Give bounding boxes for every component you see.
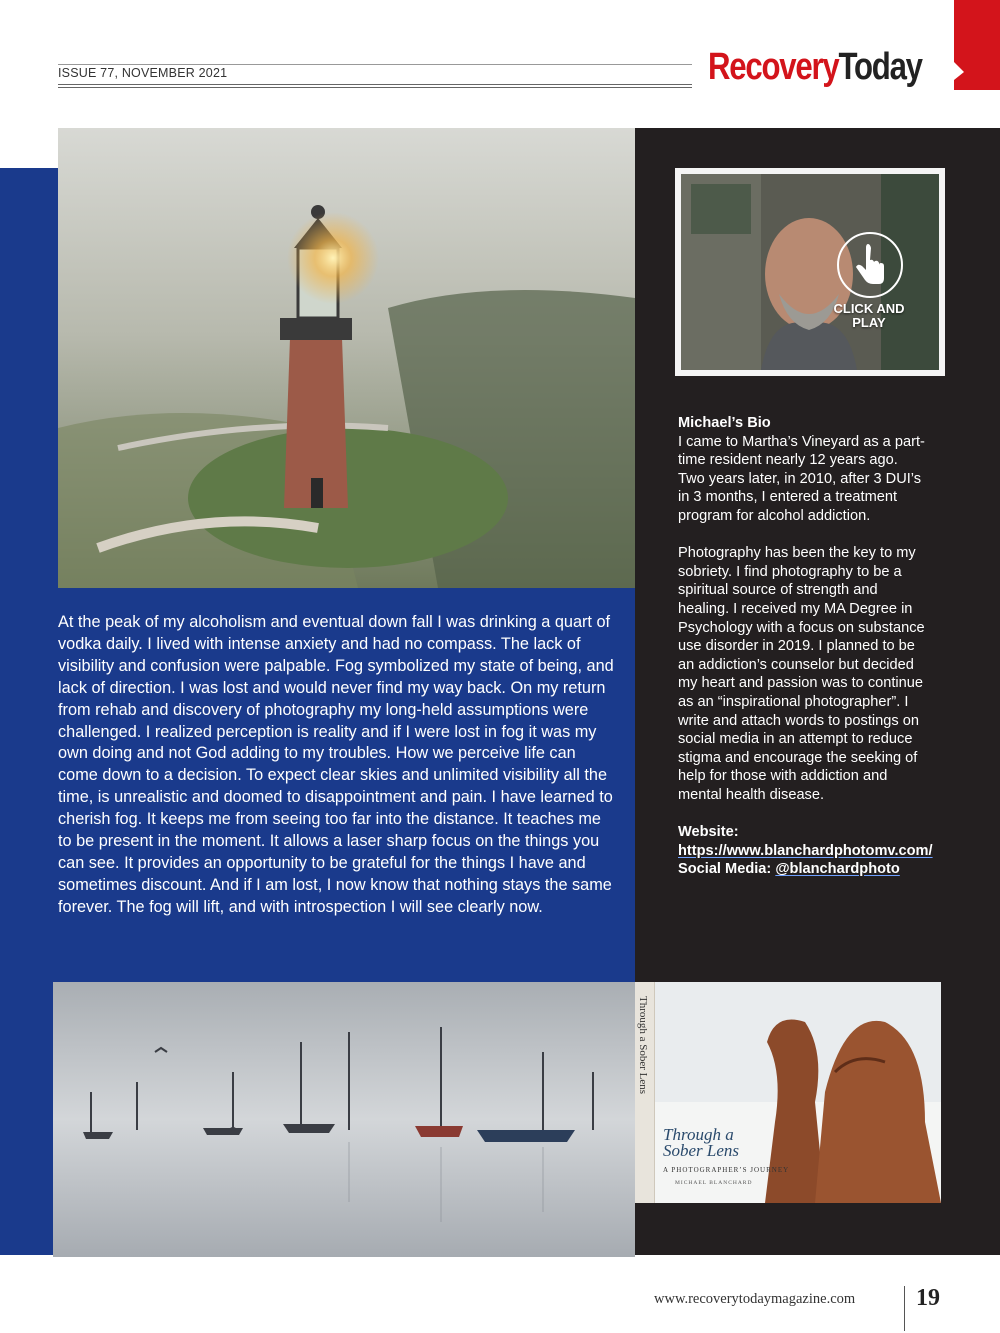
website-label: Website: [678,824,739,841]
header-rule-bottom [58,84,692,85]
book-spine-title: Through a Sober Lens [637,996,649,1095]
website-link[interactable]: https://www.blanchardphotomv.com/ [678,842,933,859]
header-rule-bottom-double [58,87,692,88]
book-subtitle: A PHOTOGRAPHER’S JOURNEY [663,1166,790,1174]
video-thumbnail[interactable] [681,174,939,370]
bio-paragraph-2: Photography has been the key to my sobriety. I find photography to be a spiritual source of strength and healing. I received my MA Degree in Psychology with a focus on substance use disorder in 2019. I planned to be an addiction’s counselor but decided my heart and passion was to continue as an “inspirational photographer”. I write and attach words to postings on social media in an attempt to reduce stigma and encourage the seeking of help for those with addiction and mental health disease. [678,545,925,803]
click-and-play-label[interactable]: CLICK AND PLAY [833,301,905,330]
foggy-harbor-photo [53,982,635,1257]
header-rule-top [58,64,692,65]
book-title-line-2: Sober Lens [663,1141,740,1160]
book-author: MICHAEL BLANCHARD [675,1180,753,1186]
social-label: Social Media: [678,861,776,878]
author-bio [678,414,933,879]
issue-date: ISSUE 77, NOVEMBER 2021 [58,66,228,80]
book-title-line-1: Through a [663,1125,734,1144]
book-cover [635,982,941,1203]
bio-title: Michael’s Bio [678,415,771,431]
article-body: At the peak of my alcoholism and eventual down fall I was drinking a quart of vodka daily. I lived with intense anxiety and had no compass. The lack of visibility and confusion were palpable. Fog symbolized my state of being, and lack of direction. I was lost and would never find my way back. On my return from rehab and discovery of photography my long-held assumptions were challenged. I realized perception is reality and if I were lost in fog it was my own doing and not God adding to my troubles. How we perceive life can come down to a decision. To expect clear skies and unlimited visibility all the time, is unrealistic and doomed to disappointment and pain. I have learned to cherish fog. It keeps me from seeing too far into the distance. It teaches me to be present in the moment. It allows a laser sharp focus on the things you can see. It provides an opportunity to be grateful for the things I have and sometimes discount. And if I am lost, I now know that nothing stays the same forever. The fog will lift, and with introspection I will see clearly now. [58,613,614,916]
page-number: 19 [916,1285,940,1311]
lighthouse-photo [58,128,635,588]
video-player[interactable] [675,168,945,376]
footer-website[interactable]: www.recoverytodaymagazine.com [654,1291,856,1307]
bio-paragraph-1: I came to Martha’s Vineyard as a part-time resident nearly 12 years ago. Two years later, in 2010, after 3 DUI’s in 3 months, I entered a treatment program for alcohol addiction. [678,433,925,524]
hand-pointer-icon[interactable] [837,232,903,298]
website-line [678,823,933,860]
social-link[interactable]: @blanchardphoto [775,861,900,878]
logo-word-today: Today [838,46,922,88]
social-line [678,860,928,879]
book-title [663,1127,739,1159]
red-tab-arrow [954,0,1000,90]
blue-side-band [0,168,58,1255]
magazine-logo[interactable] [708,46,922,89]
book-spine [635,982,655,1203]
footer-divider [904,1286,905,1331]
logo-word-recovery: Recovery [708,46,839,88]
